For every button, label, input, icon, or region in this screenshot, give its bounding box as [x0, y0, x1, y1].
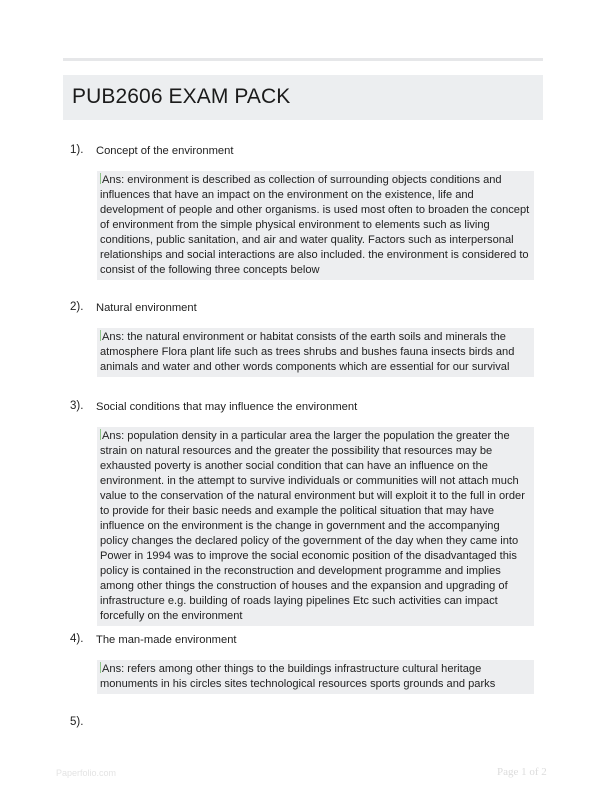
- question-2: [70, 301, 542, 377]
- question-prompt: Natural environment: [96, 302, 197, 314]
- question-prompt: Social conditions that may influence the environment: [96, 401, 358, 413]
- question-number: 5).: [70, 716, 84, 728]
- question-5: [70, 716, 542, 734]
- question-number: 3).: [70, 400, 84, 412]
- page-title: PUB2606 EXAM PACK: [72, 85, 291, 108]
- question-number: 4).: [70, 633, 84, 645]
- footer-watermark: Paperfolio.com: [56, 768, 117, 778]
- answer-text: Ans: population density in a particular area the larger the population the greater the strain on natural resources and the greater the possibility that resources may be exhausted poverty is another social condition that can have an influence on the environment. in the attempt to survive individuals or communities will not attach much value to the conservation of the natural environment but will exploit it to the full in order to provide for their basic needs and example the political situation that may have influence on the environment is the change in government and the accompanying policy changes the declared policy of the government of the day when they came into Power in 1994 was to improve the social economic position of the disadvantaged this policy is contained in the reconstruction and development programme and implies among other things the construction of houses and the expansion and upgrading of infrastructure e.g. building of roads laying pipelines Etc such activities can impact forcefully on the environment: [100, 430, 525, 622]
- question-prompt: Concept of the environment: [96, 145, 234, 157]
- answer-marker: [100, 173, 101, 184]
- top-divider: [63, 58, 543, 61]
- question-4: [70, 633, 542, 694]
- title-banner: [63, 75, 543, 120]
- answer-marker: [100, 662, 101, 673]
- answer-block: [97, 171, 534, 280]
- question-1: [70, 144, 542, 280]
- answer-block: [97, 660, 534, 694]
- page-number: Page 1 of 2: [497, 766, 547, 778]
- question-prompt: The man-made environment: [96, 634, 237, 646]
- question-3: [70, 400, 542, 626]
- answer-marker: [100, 330, 101, 341]
- answer-text: Ans: refers among other things to the buildings infrastructure cultural heritage monuments in his circles sites technological resources sports grounds and parks: [100, 663, 496, 690]
- answer-marker: [100, 429, 101, 440]
- answer-text: Ans: environment is described as collection of surrounding objects conditions and influences that have an impact on the environment on the existence, life and development of people and other organisms. is used most often to broaden the concept of environment from the simple physical environment to elements such as living conditions, public sanitation, and air and water quality. Factors such as interpersonal relationships and social interactions are also included. the environment is considered to consist of the following three concepts below: [100, 174, 530, 276]
- question-number: 1).: [70, 144, 84, 156]
- answer-text: Ans: the natural environment or habitat consists of the earth soils and minerals the atmosphere Flora plant life such as trees shrubs and bushes fauna insects birds and animals and water and other words components which are essential for our survival: [100, 331, 515, 373]
- question-number: 2).: [70, 301, 84, 313]
- answer-block: [97, 427, 534, 626]
- answer-block: [97, 328, 534, 377]
